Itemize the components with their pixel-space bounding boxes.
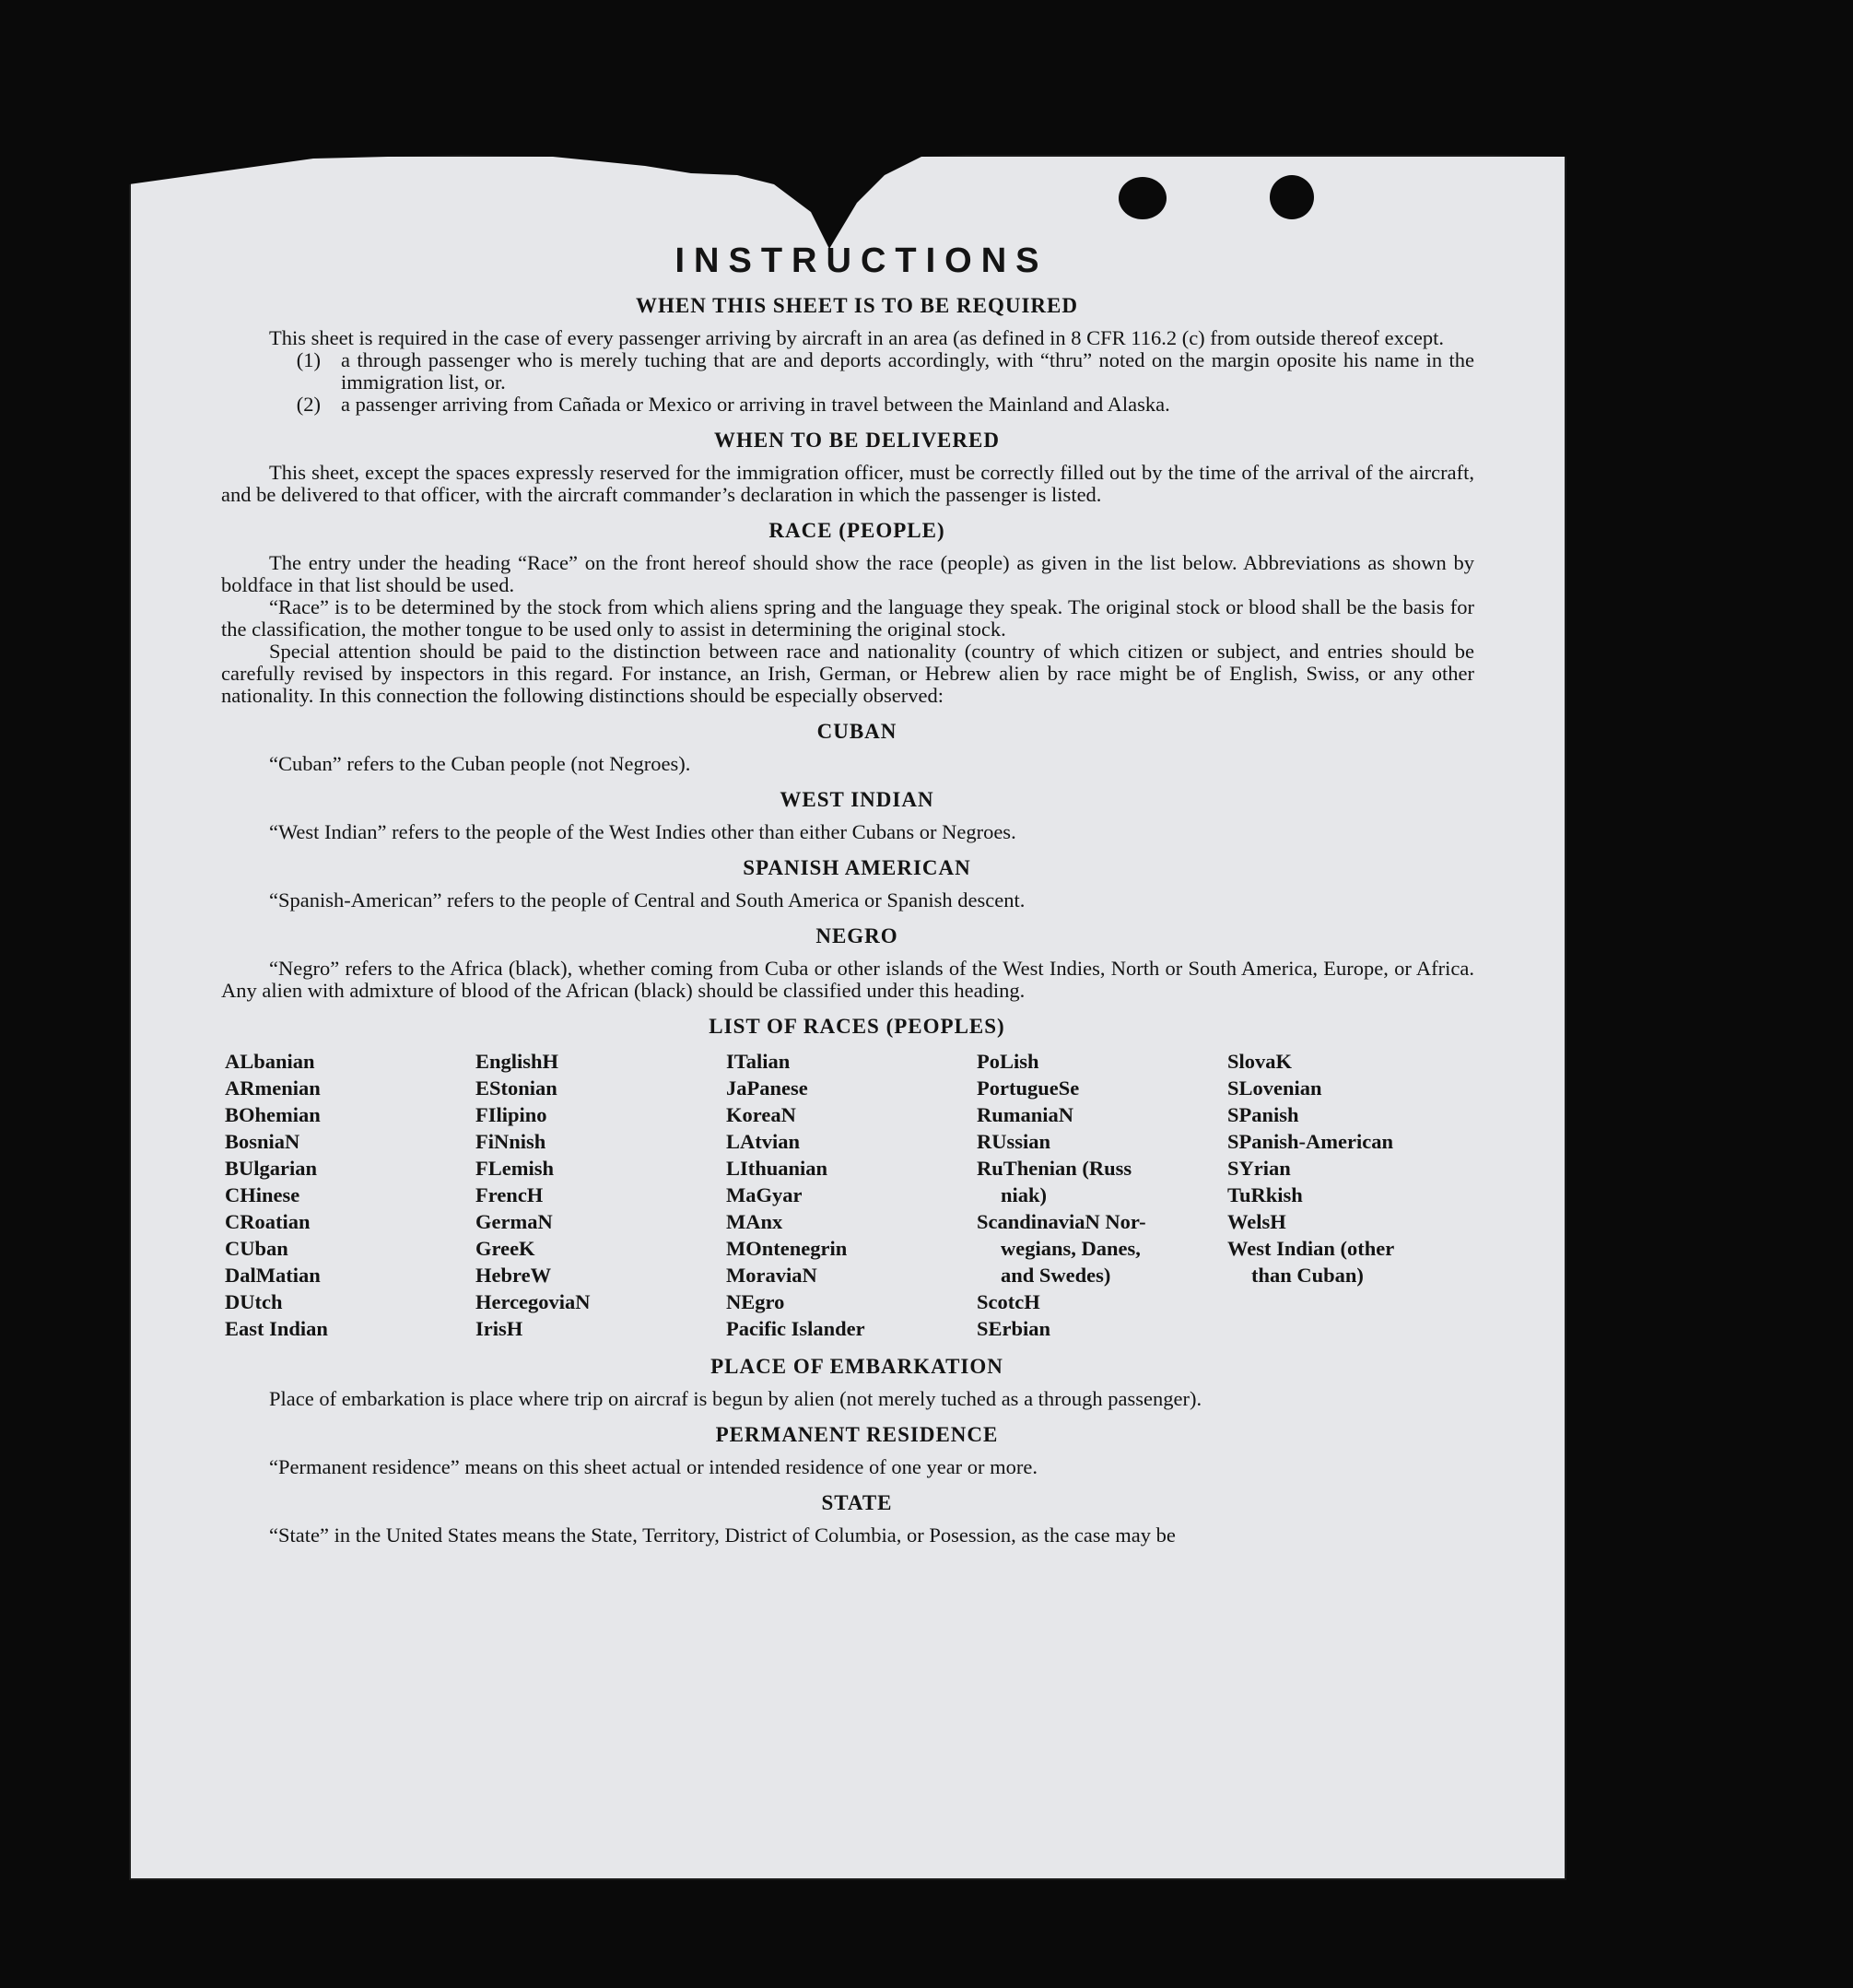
race-entry: FrencH [475, 1183, 544, 1206]
race-entry: Pacific Islander [726, 1317, 865, 1340]
section-heading-spanish-american: SPANISH AMERICAN [743, 856, 971, 879]
race-entry: TuRkish [1227, 1183, 1303, 1206]
race-entry: CRoatian [225, 1210, 311, 1233]
race-entry: GermaN [475, 1210, 553, 1233]
race-entry: FIlipino [475, 1103, 547, 1126]
race-entry: ScandinaviaN Nor- [977, 1210, 1146, 1233]
race-entry: CUban [225, 1237, 288, 1260]
race-entry: JaPanese [726, 1076, 808, 1100]
residence-text: “Permanent residence” means on this sheet actual or intended residence of one year or more. [269, 1455, 1038, 1478]
section-heading-list-of-races: LIST OF RACES (PEOPLES) [709, 1015, 1005, 1038]
race-entry: ITalian [726, 1050, 791, 1073]
race-entry: SPanish [1227, 1103, 1299, 1126]
item-number: (1) [296, 348, 321, 371]
list-item [221, 349, 1474, 394]
race-entry: EnglishH [475, 1050, 559, 1073]
race-entry: RumaniaN [977, 1103, 1074, 1126]
race-entry: BUlgarian [225, 1157, 318, 1180]
section-heading-required: WHEN THIS SHEET IS TO BE REQUIRED [636, 294, 1078, 317]
race-entry: DUtch [225, 1290, 283, 1313]
race-entry: FLemish [475, 1157, 555, 1180]
section-heading-delivered: WHEN TO BE DELIVERED [714, 429, 1000, 452]
race-entry: than Cuban) [1251, 1264, 1364, 1287]
races-list [225, 1048, 1478, 1342]
race-entry: PoLish [977, 1050, 1039, 1073]
race-entry: NEgro [726, 1290, 785, 1313]
required-intro: This sheet is required in the case of every passenger arriving by aircraft in an area (as defined in 8 CFR 116.2 (c) from outside thereof except. [269, 326, 1444, 349]
punch-hole [1119, 177, 1167, 219]
race-entry: IrisH [475, 1317, 523, 1340]
race-entry: DalMatian [225, 1264, 321, 1287]
race-paragraph: Special attention should be paid to the distinction between race and nationality (country of which citizen or subject, and entries should be carefully revised by inspectors in this regard. For instance, an Irish, German, or Hebrew alien by race might be of English, Swiss, or any other nationality. In this connection the following distinctions should be especially observed: [221, 640, 1474, 707]
race-entry: GreeK [475, 1237, 535, 1260]
races-column [475, 1048, 726, 1342]
race-entry: HercegoviaN [475, 1290, 591, 1313]
punch-hole [1270, 175, 1314, 219]
race-entry: SlovaK [1227, 1050, 1293, 1073]
race-entry: niak) [1001, 1183, 1048, 1206]
section-heading-race: RACE (PEOPLE) [768, 519, 945, 542]
spanish-american-text: “Spanish-American” refers to the people of Central and South America or Spanish descent. [269, 888, 1026, 912]
race-entry: LIthuanian [726, 1157, 828, 1180]
race-entry: MOntenegrin [726, 1237, 848, 1260]
race-entry: RUssian [977, 1130, 1051, 1153]
race-entry: BosniaN [225, 1130, 300, 1153]
race-entry: CHinese [225, 1183, 300, 1206]
section-heading-west-indian: WEST INDIAN [780, 788, 934, 811]
race-entry: ARmenian [225, 1076, 321, 1100]
instructions-content [221, 241, 1474, 1547]
race-entry: MoraviaN [726, 1264, 817, 1287]
race-entry: ScotcH [977, 1290, 1040, 1313]
section-heading-state: STATE [821, 1491, 893, 1514]
race-entry: East Indian [225, 1317, 328, 1340]
embarkation-text: Place of embarkation is place where trip on aircraf is begun by alien (not merely tuched as a through passenger). [269, 1387, 1202, 1410]
race-entry: LAtvian [726, 1130, 801, 1153]
cuban-text: “Cuban” refers to the Cuban people (not Negroes). [269, 752, 691, 775]
race-entry: FiNnish [475, 1130, 546, 1153]
delivered-text: This sheet, except the spaces expressly reserved for the immigration officer, must be correctly filled out by the time of the arrival of the aircraft, and be delivered to that officer, with the aircraft commander’s declaration in which the passenger is listed. [221, 461, 1474, 506]
race-entry: WelsH [1227, 1210, 1286, 1233]
section-heading-embarkation: PLACE OF EMBARKATION [710, 1355, 1003, 1378]
races-column [726, 1048, 977, 1342]
race-paragraph: The entry under the heading “Race” on the front hereof should show the race (people) as given in the list below. Abbreviations as shown by boldface in that list should be used. [221, 551, 1474, 596]
races-column [977, 1048, 1227, 1342]
race-entry: MaGyar [726, 1183, 803, 1206]
list-item [221, 394, 1474, 416]
race-entry: wegians, Danes, [1001, 1237, 1141, 1260]
race-entry: SErbian [977, 1317, 1051, 1340]
race-entry: SPanish-American [1227, 1130, 1393, 1153]
section-heading-residence: PERMANENT RESIDENCE [715, 1423, 999, 1446]
race-entry: SLovenian [1227, 1076, 1322, 1100]
race-entry: MAnx [726, 1210, 783, 1233]
race-entry: EStonian [475, 1076, 557, 1100]
race-paragraph: “Race” is to be determined by the stock from which aliens spring and the language they speak. The original stock or blood shall be the basis for the classification, the mother tongue to be used only to assist in determining the original stock. [221, 595, 1474, 641]
west-indian-text: “West Indian” refers to the people of the West Indies other than either Cubans or Negroes. [269, 820, 1016, 843]
race-entry: SYrian [1227, 1157, 1291, 1180]
race-entry: KoreaN [726, 1103, 796, 1126]
section-heading-cuban: CUBAN [816, 720, 897, 743]
state-text: “State” in the United States means the State, Territory, District of Columbia, or Posession, as the case may be [269, 1523, 1176, 1547]
races-column [1227, 1048, 1478, 1342]
page-title: INSTRUCTIONS [674, 241, 1049, 280]
item-text: a through passenger who is merely tuching that are and deports accordingly, with “thru” noted on the margin oposite his name in the immigration list, or. [341, 348, 1474, 394]
race-entry: and Swedes) [1001, 1264, 1111, 1287]
races-column [225, 1048, 475, 1342]
item-text: a passenger arriving from Cañada or Mexico or arriving in travel between the Mainland and Alaska. [341, 393, 1170, 416]
section-heading-negro: NEGRO [815, 924, 898, 947]
race-entry: RuThenian (Russ [977, 1157, 1132, 1180]
race-entry: ALbanian [225, 1050, 315, 1073]
item-number: (2) [296, 393, 321, 416]
race-entry: HebreW [475, 1264, 552, 1287]
race-entry: BOhemian [225, 1103, 321, 1126]
negro-text: “Negro” refers to the Africa (black), whether coming from Cuba or other islands of the West Indies, North or South America, Europe, or Africa. Any alien with admixture of blood of the African (black) should be classified under this heading. [221, 957, 1474, 1002]
race-entry: West Indian (other [1227, 1237, 1395, 1260]
race-entry: PortugueSe [977, 1076, 1080, 1100]
